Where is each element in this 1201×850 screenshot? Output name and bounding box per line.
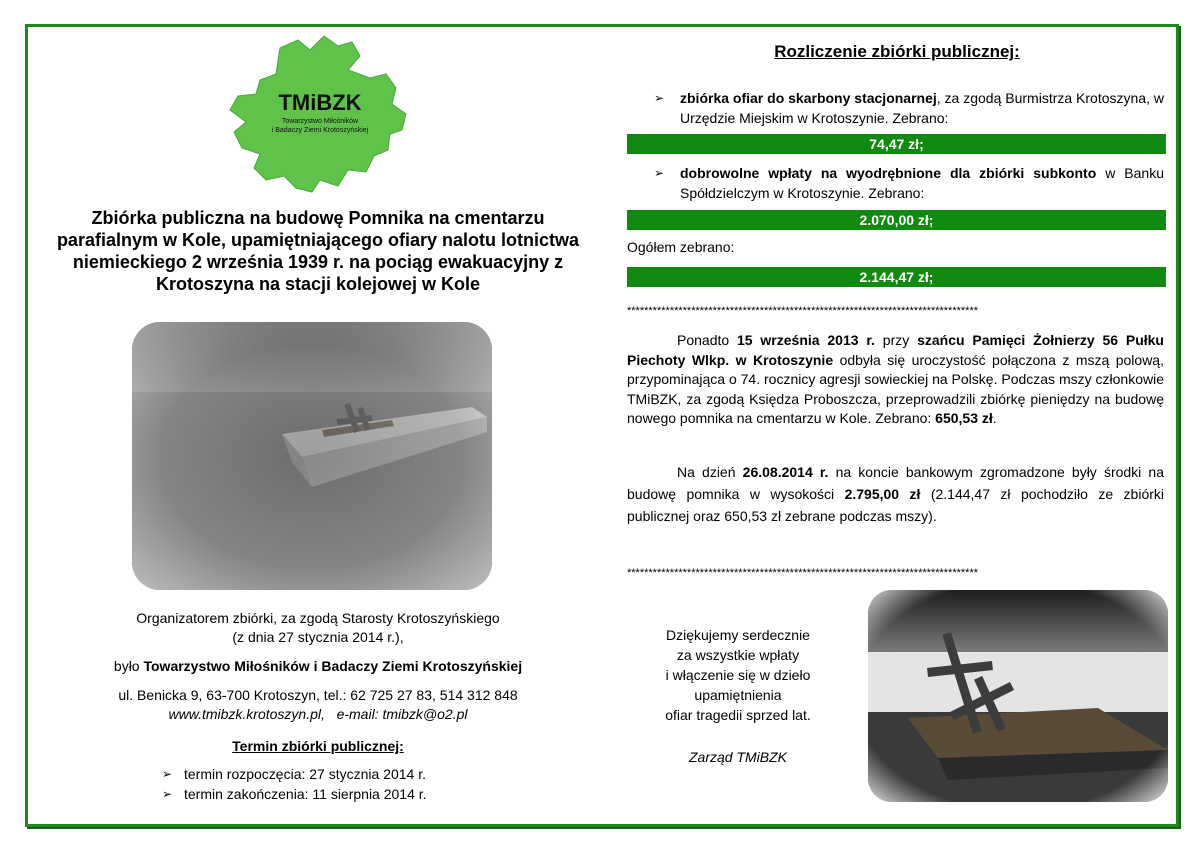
- amount-bar-total: 2.144,47 zł;: [627, 267, 1166, 287]
- collection-item-account: [654, 163, 1164, 203]
- list-item: [162, 764, 427, 784]
- term-list: [162, 764, 427, 804]
- para1-end: .: [992, 410, 997, 426]
- para1-place: szańcu Pamięci Żołnierzy 56 Pułku Piechoty Wlkp. w Krotoszynie: [627, 332, 1164, 368]
- settlement-heading: Rozliczenie zbiórki publicznej:: [774, 42, 1020, 61]
- organizer-line2: (z dnia 27 stycznia 2014 r.),: [232, 629, 404, 645]
- item1-text: , za zgodą Burmistrza Krotoszyna, w Urzędzie Miejskim w Krotoszynie. Zebrano:: [680, 90, 1164, 126]
- item1-bold: zbiórka ofiar do skarbony stacjonarnej: [680, 90, 937, 106]
- para1-amount: 650,53 zł: [935, 410, 993, 426]
- organizer-name: Towarzystwo Miłośników i Badaczy Ziemi Krotoszyńskiej: [143, 658, 523, 674]
- paragraph-account-balance: [627, 461, 1164, 527]
- term-start: termin rozpoczęcia: 27 stycznia 2014 r.: [184, 766, 427, 782]
- star-divider: **********************************************************************************: [627, 305, 979, 317]
- para2-text-c: (2.144,47 zł pochodziło ze zbiórki publicznej oraz 650,53 zł zebrane podczas mszy).: [627, 486, 1164, 524]
- organizer-address: ul. Benicka 9, 63-700 Krotoszyn, tel.: 62 725 27 83, 514 312 848: [118, 687, 518, 703]
- page-title: Zbiórka publiczna na budowę Pomnika na cmentarzu parafialnym w Kole, upamiętniającego ofiary nalotu lotnictwa niemieckiego 2 września 1939 r. na pociąg ewakuacyjny z Krotoszyna na stacji kolejowej w Kole: [56, 208, 580, 294]
- thanks-line: ofiar tragedii sprzed lat.: [665, 707, 811, 723]
- logo-line2: i Badaczy Ziemi Krotoszyńskiej: [271, 127, 369, 134]
- organizer-name-line: [48, 657, 588, 676]
- term-end: termin zakończenia: 11 sierpnia 2014 r.: [184, 786, 427, 802]
- organizer-block: [48, 609, 588, 724]
- thanks-line: za wszystkie wpłaty: [676, 647, 800, 663]
- signoff: Zarząd TMiBZK: [688, 749, 787, 765]
- organizer-line1: Organizatorem zbiórki, za zgodą Starosty Krotoszyńskiego: [136, 610, 500, 626]
- arrow-bullet-icon: ➢: [654, 166, 665, 180]
- star-divider: **********************************************************************************: [627, 567, 979, 579]
- item2-bold: dobrowolne wpłaty na wyodrębnione dla zbiórki subkonto: [680, 165, 1097, 181]
- monument-render-image: [132, 322, 492, 590]
- list-item: [162, 784, 427, 804]
- amount-bar-account: 2.070,00 zł;: [627, 210, 1166, 230]
- logo-acronym: TMiBZK: [278, 90, 362, 115]
- para1-text-b: przy: [874, 332, 918, 348]
- collection-item-box: [654, 88, 1164, 128]
- logo-line1: Towarzystwo Miłośników: [281, 118, 359, 125]
- para2-date: 26.08.2014 r.: [742, 464, 829, 480]
- thanks-line: Dziękujemy serdecznie: [666, 627, 810, 643]
- organizer-website[interactable]: www.tmibzk.krotoszyn.pl,: [168, 706, 325, 722]
- organizer-email[interactable]: e-mail: tmibzk@o2.pl: [336, 706, 468, 722]
- para2-amount: 2.795,00 zł: [844, 486, 921, 502]
- amount-bar-box: 74,47 zł;: [627, 134, 1166, 154]
- arrow-bullet-icon: ➢: [654, 91, 665, 105]
- paragraph-mass-collection: [627, 331, 1164, 429]
- organizer-prefix: było: [113, 658, 140, 674]
- arrow-bullet-icon: ➢: [162, 767, 173, 781]
- para2-text-a: Na dzień: [677, 464, 743, 480]
- monument-closeup-image: [868, 590, 1168, 802]
- item2-text: w Banku Spółdzielczym w Krotoszynie. Zebrano:: [680, 165, 1164, 201]
- para1-text-a: Ponadto: [677, 332, 737, 348]
- arrow-bullet-icon: ➢: [162, 787, 173, 801]
- total-label: Ogółem zebrano:: [627, 239, 735, 255]
- organizer-contact: [48, 705, 588, 724]
- thanks-line: upamiętnienia: [694, 687, 782, 703]
- para1-date: 15 września 2013 r.: [737, 332, 875, 348]
- thanks-line: i włączenie się w dzieło: [665, 667, 811, 683]
- tmibzk-logo: [220, 30, 420, 198]
- thanks-message: [628, 625, 848, 725]
- term-heading: Termin zbiórki publicznej:: [232, 738, 404, 754]
- para1-text-c: odbyła się uroczystość połączona z mszą polową, przypominająca o 74. rocznicy agresji sowieckiej na Polskę. Podczas mszy członkowie TMiBZK, za zgodą Księdza Proboszcza, przeprowadzili zbiórkę pieniędzy na budowę nowego pomnika na cmentarzu w Kole. Zebrano:: [627, 351, 1164, 426]
- para2-text-b: na koncie bankowym zgromadzone były środki na budowę pomnika w wysokości: [627, 464, 1165, 502]
